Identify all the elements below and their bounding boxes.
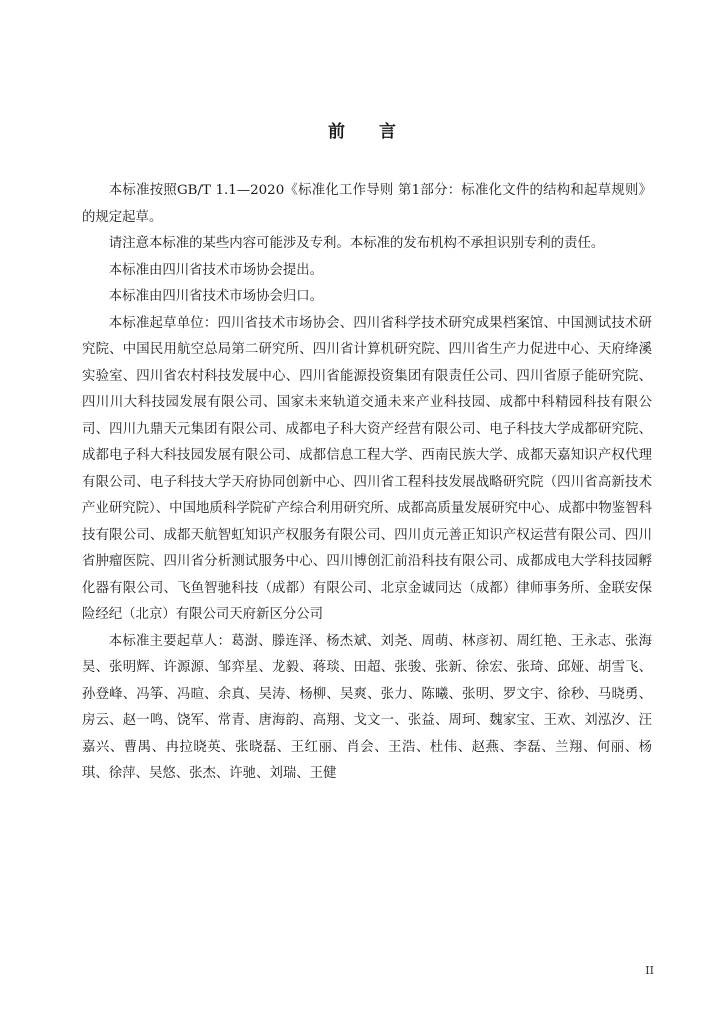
paragraph-drafting-rules: 本标准按照GB/T 1.1—2020《标准化工作导则 第1部分：标准化文件的结构和起草规则》 的规定起草。 — [82, 183, 652, 225]
page-title: 前 言 — [328, 122, 410, 142]
paragraph-proposer: 本标准由四川省技术市场协会提出。 — [108, 262, 324, 278]
paragraph-centralizer: 本标准由四川省技术市场协会归口。 — [108, 289, 324, 304]
paragraph-drafters: 本标准主要起草人：葛澍、滕连泽、杨杰斌、刘尧、周萌、林彦初、周红艳、王永志、张海昊、张明辉、许源源、邹弈星、龙毅、蒋琰、田超、张骏、张新、徐宏、张琦、邱娅、胡雪飞、孙登峰、冯筝、冯暄、余真、吴涛、杨柳、吴爽、张力、陈曦、张明、罗文宇、徐秒、马晓勇、房云、赵一鸣、饶军、常青、唐海韵、高翔、戈文一、张益、周珂、魏家宝、王欢、刘泓汐、汪嘉兴、曹禺、冉拉晓英、张晓磊、王红丽、肖会、王浩、杜伟、赵燕、李磊、兰翔、何丽、杨琪、徐萍、吴悠、张杰、许驰、刘瑞、王健 — [82, 633, 652, 781]
paragraph-patent-notice: 请注意本标准的某些内容可能涉及专利。本标准的发布机构不承担识别专利的责任。 — [108, 236, 605, 251]
paragraph-drafting-units: 本标准起草单位：四川省技术市场协会、四川省科学技术研究成果档案馆、中国测试技术研究院、中国民用航空总局第二研究所、四川省计算机研究院、四川省生产力促进中心、天府绛溪实验室、四川省农村科技发展中心、四川省能源投资集团有限责任公司、四川省原子能研究院、四川川大科技园发展有限公司、国家未来轨道交通未来产业科技园、成都中科精园科技有限公司、四川九鼎天元集团有限公司、成都电子科大资产经营有限公司、电子科技大学成都研究院、成都电子科大科技园发展有限公司、成都信息工程大学、西南民族大学、成都天嘉知识产权代理有限公司、电子科技大学天府协同创新中心、四川省工程科技发展战略研究院（四川省高新技术产业研究院）、中国地质科学院矿产综合利用研究所、成都高质量发展研究中心、成都中物鉴智科技有限公司、成都天航智虹知识产权服务有限公司、四川贞元善正知识产权运营有限公司、四川省肿瘤医院、四川省分析测试服务中心、四川博创汇前沿科技有限公司、成都成电大学科技园孵化器有限公司、飞鱼智驰科技（成都）有限公司、北京金诚同达（成都）律师事务所、金联安保险经纪（北京）有限公司天府新区分公司 — [82, 315, 652, 622]
document-body — [82, 178, 652, 788]
page-number: II — [645, 964, 654, 977]
